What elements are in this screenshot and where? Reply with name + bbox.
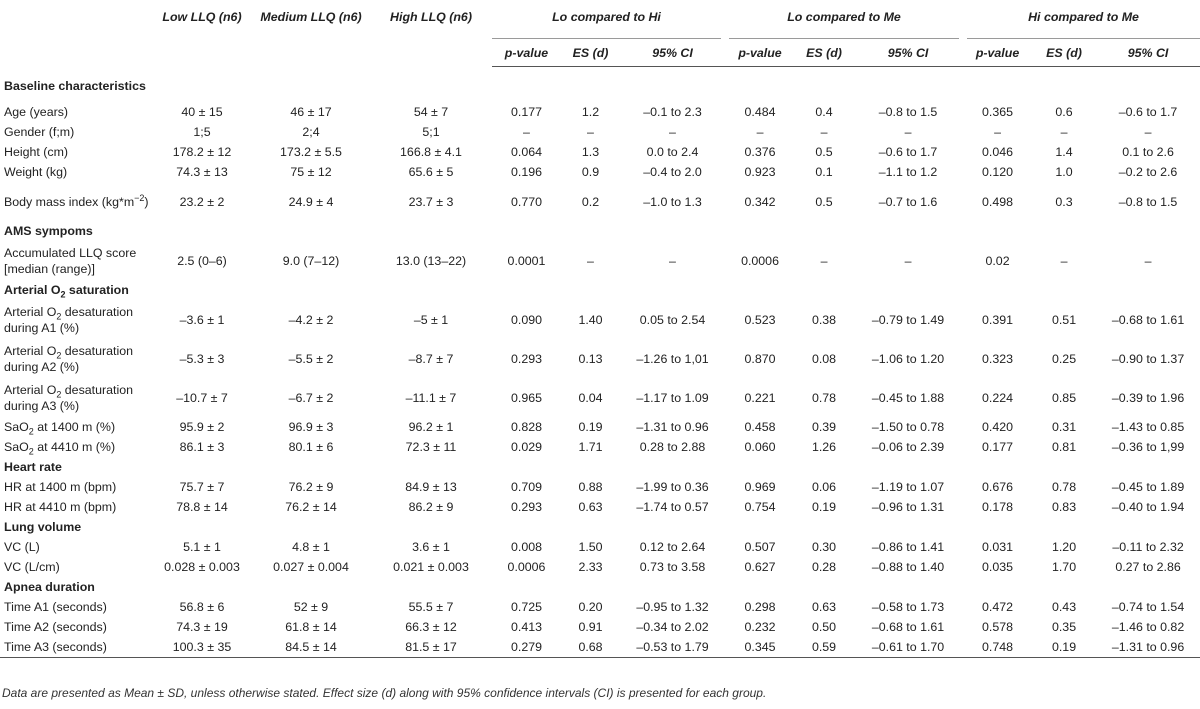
table-cell: –0.90 to 1.37	[1111, 351, 1185, 366]
table-cell: –0.11 to 2.32	[1112, 540, 1184, 554]
table-cell: 0.420	[982, 420, 1014, 434]
table-cell: 0.1 to 2.6	[1122, 145, 1174, 159]
header-lo-vs-hi: Lo compared to Hi	[492, 4, 725, 39]
table-cell: 0.0006	[507, 560, 546, 574]
table-cell: 0.68	[561, 637, 620, 658]
table-cell: 0.293	[510, 500, 542, 514]
section-row	[0, 280, 1200, 300]
row-label: Weight (kg)	[4, 165, 68, 179]
table-cell: –1.46 to 0.82	[1111, 620, 1185, 634]
table-cell: 0.20	[578, 600, 603, 614]
table-cell: 0.046	[982, 145, 1014, 159]
table-cell: –0.06 to 2.39	[871, 440, 945, 454]
table-cell: 0.02	[985, 253, 1010, 268]
row-label: Arterial $O_2$ desaturation during A2 (%)	[4, 343, 133, 374]
table-cell: 0.12 to 2.64	[639, 540, 706, 554]
subheader-ci: 95% CI	[853, 39, 963, 67]
table-cell: –	[669, 253, 676, 268]
row-label: SaO$_2$ at 1400 m (%)	[4, 420, 116, 437]
table-cell: 0.627	[744, 560, 776, 574]
table-row	[0, 241, 1200, 280]
table-cell: –0.8 to 1.5	[1118, 194, 1178, 209]
table-cell: 74.3 ± 19	[176, 620, 228, 634]
table-cell: 2.33	[578, 560, 603, 574]
table-cell: 46 ± 17	[290, 105, 332, 119]
table-row	[0, 339, 1200, 378]
table-row	[0, 617, 1200, 637]
table-cell: –0.61 to 1.70	[853, 637, 963, 658]
table-cell: 40 ± 15	[181, 105, 223, 119]
table-cell: 0.43	[1051, 600, 1077, 614]
table-cell: 0.676	[982, 480, 1014, 494]
table-cell: –8.7 ± 7	[408, 351, 454, 366]
table-row	[0, 300, 1200, 339]
table-cell: 56.8 ± 6	[179, 600, 225, 614]
table-row	[0, 142, 1200, 162]
row-label: Height (cm)	[4, 145, 69, 159]
header-high-llq: High LLQ (n6)	[390, 10, 472, 24]
header-low-llq: Low LLQ (n6)	[162, 10, 242, 24]
table-cell: 1.70	[1051, 560, 1077, 574]
table-cell: 0.870	[744, 351, 776, 366]
table-cell: –0.7 to 1.6	[878, 194, 938, 209]
table-cell: –11.1 ± 7	[405, 390, 457, 405]
header-blank	[0, 4, 152, 67]
table-cell: 0.27 to 2.86	[1115, 560, 1181, 574]
table-cell: 72.3 ± 11	[405, 440, 457, 454]
subheader-p-value: p-value	[492, 39, 561, 67]
table-cell: 0.323	[982, 351, 1014, 366]
table-cell: 23.2 ± 2	[179, 194, 225, 209]
table-cell: 0.83	[1051, 500, 1077, 514]
table-cell: 23.7 ± 3	[408, 194, 454, 209]
table-cell: 0.060	[744, 440, 776, 454]
table-row	[0, 122, 1200, 142]
table-cell: –0.6 to 1.7	[878, 145, 938, 159]
table-cell: –	[820, 253, 828, 268]
section-row	[0, 457, 1200, 477]
section-row	[0, 517, 1200, 537]
table-cell: 0.828	[510, 420, 542, 434]
table-cell: 0.021 ± 0.003	[393, 560, 469, 574]
table-cell: 1.20	[1051, 540, 1077, 554]
table-cell: –	[820, 125, 828, 139]
subheader-es: ES (d)	[795, 39, 853, 67]
table-cell: –0.6 to 1.7	[1118, 105, 1178, 119]
subheader-ci: 95% CI	[1096, 39, 1200, 67]
table-cell: –5.3 ± 3	[179, 351, 225, 366]
table-cell: 0.0001	[507, 253, 546, 268]
table-body	[0, 67, 1200, 658]
row-label: Accumulated LLQ score [median (range)]	[4, 245, 137, 276]
table-row	[0, 417, 1200, 437]
table-cell: 75 ± 12	[290, 165, 332, 179]
row-label: Arterial $O_2$ desaturation during A1 (%)	[4, 304, 133, 335]
table-cell: 86.2 ± 9	[408, 500, 454, 514]
table-cell: 0.224	[982, 390, 1014, 405]
table-cell: 84.9 ± 13	[405, 480, 457, 494]
table-cell: 100.3 ± 35	[152, 637, 252, 658]
table-cell: 0.30	[811, 540, 837, 554]
table-cell: 173.2 ± 5.5	[280, 145, 342, 159]
subheader-es: ES (d)	[561, 39, 620, 67]
table-cell: –1.06 to 1.20	[871, 351, 945, 366]
table-cell: –1.1 to 1.2	[878, 165, 938, 179]
table-row	[0, 537, 1200, 557]
table-cell: –0.68 to 1.61	[871, 620, 945, 634]
table-cell: –1.31 to 0.96	[636, 420, 709, 434]
table-cell: 0.19	[811, 500, 837, 514]
table-cell: –10.7 ± 7	[176, 390, 228, 405]
table-cell: 1.40	[578, 312, 603, 327]
table-cell: –	[587, 125, 594, 139]
table-row	[0, 378, 1200, 417]
table-cell: –	[669, 125, 676, 139]
table-cell: 96.9 ± 3	[288, 420, 334, 434]
table-cell: 1;5	[193, 125, 211, 139]
table-cell: 0.376	[744, 145, 776, 159]
table-cell: 0.413	[510, 620, 542, 634]
table-cell: 0.923	[744, 165, 776, 179]
table-cell: 0.027 ± 0.004	[273, 560, 349, 574]
table-cell: –0.53 to 1.79	[620, 637, 725, 658]
table-cell: 0.578	[982, 620, 1014, 634]
table-cell: –6.7 ± 2	[288, 390, 334, 405]
table-cell: –1.50 to 0.78	[871, 420, 945, 434]
table-cell: 0.031	[982, 540, 1014, 554]
row-label: Time A3 (seconds)	[0, 637, 152, 658]
table-cell: 0.293	[510, 351, 542, 366]
table-cell: 0.345	[725, 637, 795, 658]
table-cell: 0.365	[982, 105, 1014, 119]
table-cell: 0.51	[1051, 312, 1077, 327]
table-cell: 76.2 ± 9	[288, 480, 334, 494]
header-lo-vs-me: Lo compared to Me	[725, 4, 963, 39]
table-cell: 166.8 ± 4.1	[400, 145, 462, 159]
section-heading: AMS sympoms	[4, 224, 93, 238]
table-cell: 5;1	[422, 125, 440, 139]
section-heading: Arterial $O_2$ saturation	[4, 283, 129, 300]
table-cell: –0.88 to 1.40	[871, 560, 945, 574]
table-cell: –	[904, 125, 912, 139]
table-cell: –1.99 to 0.36	[636, 480, 709, 494]
table-cell: 0.523	[744, 312, 776, 327]
table-cell: 0.507	[744, 540, 776, 554]
table-cell: 96.2 ± 1	[408, 420, 454, 434]
table-cell: 74.3 ± 13	[176, 165, 228, 179]
section-heading: Apnea duration	[4, 580, 95, 594]
table-cell: 0.6	[1055, 105, 1073, 119]
table-cell: 0.25	[1051, 351, 1077, 366]
table-cell: 3.6 ± 1	[412, 540, 450, 554]
table-cell: 9.0 (7–12)	[282, 253, 340, 268]
table-cell: 54 ± 7	[413, 105, 449, 119]
table-cell: 1.26	[811, 440, 837, 454]
row-label: HR at 1400 m (bpm)	[4, 480, 117, 494]
table-cell: –0.39 to 1.96	[1111, 390, 1185, 405]
row-label: VC (L)	[4, 540, 40, 554]
table-cell: 24.9 ± 4	[288, 194, 334, 209]
table-cell: 0.31	[1051, 420, 1077, 434]
table-cell: 65.6 ± 5	[408, 165, 454, 179]
table-cell: 0.08	[811, 351, 837, 366]
table-cell: 0.770	[510, 194, 542, 209]
table-cell: 0.04	[578, 390, 603, 405]
table-cell: 0.754	[744, 500, 776, 514]
table-cell: 0.13	[578, 351, 603, 366]
table-cell: –0.36 to 1,99	[1111, 440, 1185, 454]
table-cell: –	[1060, 125, 1068, 139]
table-cell: 0.06	[811, 480, 837, 494]
table-cell: –	[994, 125, 1001, 139]
table-cell: 178.2 ± 12	[172, 145, 232, 159]
table-cell: 0.63	[811, 600, 837, 614]
table-cell: 1.3	[581, 145, 600, 159]
table-cell: –0.4 to 2.0	[643, 165, 702, 179]
table-cell: 0.458	[744, 420, 776, 434]
row-label: Gender (f;m)	[4, 125, 75, 139]
table-cell: 0.725	[510, 600, 542, 614]
table-cell: –	[1144, 253, 1152, 268]
table-cell: 0.88	[578, 480, 603, 494]
table-cell: –0.96 to 1.31	[871, 500, 945, 514]
table-cell: –1.43 to 0.85	[1111, 420, 1185, 434]
section-heading: Heart rate	[4, 460, 62, 474]
table-cell: –5 ± 1	[413, 312, 449, 327]
table-cell: 0.391	[982, 312, 1014, 327]
table-cell: 0.05 to 2.54	[639, 312, 706, 327]
results-table	[0, 4, 1200, 658]
table-cell: –0.8 to 1.5	[878, 105, 938, 119]
table-cell: –1.74 to 0.57	[636, 500, 709, 514]
table-cell: –0.1 to 2.3	[643, 105, 702, 119]
table-cell: –0.95 to 1.32	[636, 600, 709, 614]
table-cell: –1.0 to 1.3	[643, 194, 702, 209]
table-cell: –0.45 to 1.89	[1111, 480, 1185, 494]
table-cell: 0.472	[982, 600, 1014, 614]
table-cell: 84.5 ± 14	[252, 637, 370, 658]
row-label: SaO$_2$ at 4410 m (%)	[4, 440, 116, 457]
table-cell: –	[587, 253, 594, 268]
table-cell: 0.39	[811, 420, 837, 434]
table-cell: 0.965	[510, 390, 542, 405]
table-cell: 0.178	[982, 500, 1014, 514]
table-cell: 0.177	[510, 105, 542, 119]
table-cell: 0.120	[982, 165, 1014, 179]
table-cell: 0.78	[1051, 480, 1077, 494]
table-cell: 76.2 ± 14	[285, 500, 337, 514]
table-cell: 0.3	[1055, 194, 1073, 209]
table-cell: 0.0006	[741, 253, 779, 268]
table-cell: 0.029	[510, 440, 542, 454]
table-cell: 0.342	[744, 194, 776, 209]
table-cell: 0.279	[492, 637, 561, 658]
table-cell: –	[756, 125, 764, 139]
row-label: Arterial $O_2$ desaturation during A3 (%)	[4, 382, 133, 413]
table-cell: 0.35	[1051, 620, 1077, 634]
header-hi-vs-me: Hi compared to Me	[963, 4, 1200, 39]
table-cell: –1.19 to 1.07	[871, 480, 945, 494]
table-cell: 0.81	[1051, 440, 1077, 454]
table-cell: 81.5 ± 17	[370, 637, 492, 658]
table-cell: 0.232	[744, 620, 776, 634]
table-row	[0, 182, 1200, 221]
table-cell: –0.45 to 1.88	[871, 390, 945, 405]
table-cell: 0.298	[744, 600, 776, 614]
table-cell: –1.31 to 0.96	[1096, 637, 1200, 658]
table-cell: 78.8 ± 14	[176, 500, 228, 514]
section-row	[0, 577, 1200, 597]
table-cell: 0.28 to 2.88	[639, 440, 706, 454]
table-cell: 0.4	[815, 105, 833, 119]
table-cell: 1.71	[578, 440, 603, 454]
table-cell: 1.2	[581, 105, 600, 119]
table-cell: –0.58 to 1.73	[871, 600, 945, 614]
table-cell: 0.91	[578, 620, 603, 634]
section-row	[0, 67, 1200, 103]
table-cell: 1.50	[578, 540, 603, 554]
table-row	[0, 637, 1200, 658]
table-cell: 0.221	[744, 390, 776, 405]
table-cell: –	[1060, 253, 1068, 268]
table-cell: 0.19	[578, 420, 603, 434]
table-cell: –	[904, 253, 912, 268]
table-cell: 0.5	[815, 194, 833, 209]
table-cell: –1.26 to 1,01	[636, 351, 709, 366]
table-cell: 1.0	[1055, 165, 1073, 179]
section-heading: Lung volume	[4, 520, 82, 534]
table-cell: –	[1144, 125, 1152, 139]
table-cell: 0.78	[811, 390, 837, 405]
table-cell: 0.1	[815, 165, 833, 179]
table-cell: 0.035	[982, 560, 1014, 574]
table-cell: 0.498	[982, 194, 1014, 209]
table-cell: 0.090	[510, 312, 542, 327]
table-cell: –	[523, 125, 530, 139]
table-cell: –4.2 ± 2	[288, 312, 334, 327]
table-row	[0, 557, 1200, 577]
table-cell: 0.38	[811, 312, 837, 327]
table-cell: 2.5 (0–6)	[177, 253, 227, 268]
table-cell: 0.85	[1051, 390, 1077, 405]
table-cell: –3.6 ± 1	[179, 312, 225, 327]
table-cell: –0.86 to 1.41	[871, 540, 945, 554]
table-cell: 0.064	[510, 145, 542, 159]
table-cell: 52 ± 9	[293, 600, 329, 614]
row-label: Time A2 (seconds)	[4, 620, 107, 634]
table-cell: 0.709	[510, 480, 542, 494]
table-cell: –0.74 to 1.54	[1111, 600, 1185, 614]
row-label: Age (years)	[4, 105, 69, 119]
table-cell: 0.2	[581, 194, 600, 209]
table-cell: 75.7 ± 7	[179, 480, 225, 494]
row-label: Body mass index $(kg*m^{-2})$	[4, 192, 149, 209]
table-cell: 0.177	[982, 440, 1014, 454]
header-medium-llq: Medium LLQ (n6)	[260, 10, 362, 24]
subheader-p-value: p-value	[963, 39, 1032, 67]
table-cell: 0.969	[744, 480, 776, 494]
table-row	[0, 497, 1200, 517]
table-cell: –0.40 to 1.94	[1111, 500, 1185, 514]
table-cell: 0.50	[811, 620, 837, 634]
table-cell: 4.8 ± 1	[292, 540, 330, 554]
row-label: HR at 4410 m (bpm)	[4, 500, 117, 514]
table-cell: 0.748	[963, 637, 1032, 658]
table-row	[0, 162, 1200, 182]
table-cell: 66.3 ± 12	[405, 620, 457, 634]
table-cell: 5.1 ± 1	[183, 540, 221, 554]
subheader-p-value: p-value	[725, 39, 795, 67]
table-cell: 0.73 to 3.58	[639, 560, 706, 574]
table-cell: 0.5	[815, 145, 833, 159]
table-cell: –0.34 to 2.02	[636, 620, 709, 634]
section-heading: Baseline characteristics	[4, 78, 146, 93]
table-cell: 0.59	[795, 637, 853, 658]
row-label: VC (L/cm)	[4, 560, 60, 574]
row-label: Time A1 (seconds)	[4, 600, 107, 614]
table-cell: 86.1 ± 3	[179, 440, 225, 454]
table-row	[0, 437, 1200, 457]
table-cell: –5.5 ± 2	[288, 351, 334, 366]
table-cell: 0.28	[811, 560, 837, 574]
table-header	[0, 4, 1200, 67]
table-cell: 0.484	[744, 105, 776, 119]
table-cell: 2;4	[302, 125, 320, 139]
table-cell: 0.0 to 2.4	[646, 145, 699, 159]
table-cell: –0.68 to 1.61	[1111, 312, 1185, 327]
table-cell: 0.9	[581, 165, 600, 179]
table-cell: 13.0 (13–22)	[395, 253, 467, 268]
table-cell: 95.9 ± 2	[179, 420, 225, 434]
table-cell: 61.8 ± 14	[285, 620, 337, 634]
table-cell: –0.2 to 2.6	[1118, 165, 1178, 179]
table-cell: 0.196	[510, 165, 542, 179]
subheader-ci: 95% CI	[620, 39, 725, 67]
section-row	[0, 221, 1200, 241]
table-cell: 0.19	[1032, 637, 1096, 658]
table-row	[0, 477, 1200, 497]
table-cell: 0.008	[510, 540, 542, 554]
table-footnote: Data are presented as Mean ± SD, unless otherwise stated. Effect size (d) along with 95% confidence intervals (CI) is presented for each group.	[2, 686, 767, 700]
table-cell: –1.17 to 1.09	[636, 390, 709, 405]
table-row	[0, 102, 1200, 122]
subheader-es: ES (d)	[1032, 39, 1096, 67]
table-cell: 0.028 ± 0.003	[164, 560, 240, 574]
table-cell: –0.79 to 1.49	[871, 312, 945, 327]
table-cell: 55.5 ± 7	[408, 600, 454, 614]
table-row	[0, 597, 1200, 617]
table-cell: 0.63	[578, 500, 603, 514]
table-cell: 80.1 ± 6	[288, 440, 334, 454]
table-cell: 1.4	[1055, 145, 1073, 159]
